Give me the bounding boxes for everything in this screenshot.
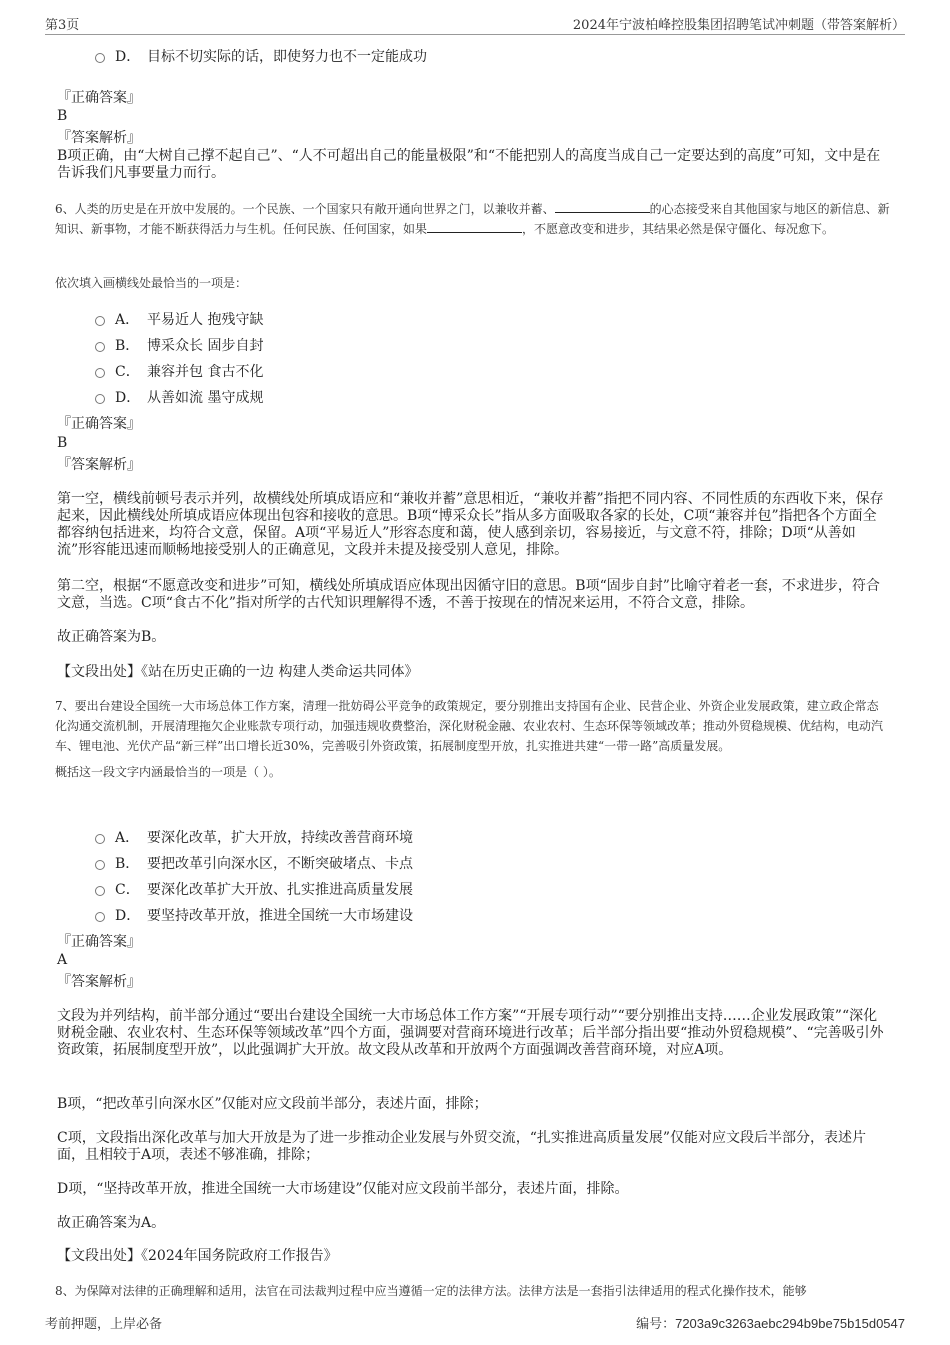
q7-analysis-2: B项，“把改革引向深水区”仅能对应文段前半部分，表述片面，排除； bbox=[57, 1096, 488, 1112]
q6-prompt: 依次填入画横线处最恰当的一项是： bbox=[55, 276, 248, 290]
radio-icon[interactable] bbox=[95, 860, 105, 870]
q6-option-b[interactable]: B． 博采众长 固步自封 bbox=[95, 335, 263, 355]
q7-stem: 7、要出台建设全国统一大市场总体工作方案，清理一批妨碍公平竞争的政策规定，要分别推出支持国有企业、民营企业、外资企业发展政策，建立政企常态化沟通交流机制，开展清理拖欠企业账款专项行动，加强违规收费整治，深化财税金融、农业农村、生态环保等领域改革；推动外贸稳规模、优结构，电动汽车、锂电池、光伏产品“新三样”出口增长近30%，完善吸引外资政策，拓展制度型开放，扎实推进共建“一带一路”高质量发展。 bbox=[55, 699, 884, 753]
q7-prompt: 概括这一段文字内涵最恰当的一项是（ ）。 bbox=[55, 765, 281, 779]
radio-icon[interactable] bbox=[95, 342, 105, 352]
q7-option-b[interactable]: B． 要把改革引向深水区，不断突破堵点、卡点 bbox=[95, 853, 413, 873]
radio-icon[interactable] bbox=[95, 394, 105, 404]
page-header bbox=[45, 14, 905, 35]
q5-option-d[interactable]: D． 目标不切实际的话，即使努力也不一定能成功 bbox=[95, 46, 427, 66]
q7-analysis-4: D项，“坚持改革开放，推进全国统一大市场建设”仅能对应文段前半部分，表述片面，排除。 bbox=[57, 1181, 629, 1197]
radio-icon[interactable] bbox=[95, 834, 105, 844]
footer-slogan: 考前押题，上岸必备 bbox=[45, 1317, 163, 1332]
radio-icon[interactable] bbox=[95, 912, 105, 922]
q7-conclusion: 故正确答案为A。 bbox=[57, 1215, 166, 1231]
q5-analysis-label: 『答案解析』 bbox=[57, 130, 141, 146]
q7-analysis-label: 『答案解析』 bbox=[57, 974, 141, 990]
footer-code: 编号：7203a9c3263aebc294b9be75b15d0547 bbox=[636, 1316, 905, 1332]
q6-option-a[interactable]: A． 平易近人 抱残守缺 bbox=[95, 309, 263, 329]
q7-analysis-3: C项，文段指出深化改革与加大开放是为了进一步推动企业发展与外贸交流，“扎实推进高质量发展”仅能对应文段后半部分，表述片面，且相较于A项，表述不够准确，排除； bbox=[57, 1130, 867, 1163]
q6-analysis-2: 第二空，根据“不愿意改变和进步”可知，横线处所填成语应体现出因循守旧的意思。B项“固步自封”比喻守着老一套，不求进步，符合文意，当选。C项“食古不化”指对所学的古代知识理解得不透，不善于按现在的情况来运用，不符合文意，排除。 bbox=[57, 578, 880, 611]
radio-icon[interactable] bbox=[95, 53, 105, 63]
q6-option-c[interactable]: C． 兼容并包 食古不化 bbox=[95, 361, 263, 381]
blank-line bbox=[427, 220, 522, 233]
q6-answer: B bbox=[57, 435, 68, 451]
radio-icon[interactable] bbox=[95, 316, 105, 326]
document-title: 2024年宁波柏峰控股集团招聘笔试冲刺题（带答案解析） bbox=[572, 18, 905, 33]
q7-source: 【文段出处】《2024年国务院政府工作报告》 bbox=[57, 1248, 338, 1264]
q6-source: 【文段出处】《站在历史正确的一边 构建人类命运共同体》 bbox=[57, 664, 419, 680]
q6-analysis-label: 『答案解析』 bbox=[57, 457, 141, 473]
q8-stem: 8、为保障对法律的正确理解和适用，法官在司法裁判过程中应当遵循一定的法律方法。法律方法是一套指引法律适用的程式化操作技术，能够 bbox=[55, 1284, 807, 1298]
q5-answer-label: 『正确答案』 bbox=[57, 90, 141, 106]
q7-answer-label: 『正确答案』 bbox=[57, 934, 141, 950]
q5-answer: B bbox=[57, 108, 68, 124]
radio-icon[interactable] bbox=[95, 886, 105, 896]
page-number: 第3页 bbox=[45, 18, 80, 33]
q7-answer: A bbox=[57, 952, 68, 968]
q7-option-c[interactable]: C． 要深化改革扩大开放、扎实推进高质量发展 bbox=[95, 879, 413, 899]
q6-option-d[interactable]: D． 从善如流 墨守成规 bbox=[95, 387, 263, 407]
blank-line bbox=[555, 200, 650, 213]
q7-analysis-1: 文段为并列结构，前半部分通过“要出台建设全国统一大市场总体工作方案”“开展专项行动”“要分别推出支持……企业发展政策”“深化财税金融、农业农村、生态环保等领域改革”四个方面，强调要对营商环境进行改革；后半部分指出要“推动外贸稳规模”、“完善吸引外资政策，拓展制度型开放”，以此强调扩大开放。故文段从改革和开放两个方面强调改善营商环境，对应A项。 bbox=[57, 1008, 884, 1058]
q5-analysis: B项正确，由“大树自己撑不起自己”、“人不可超出自己的能量极限”和“不能把别人的高度当成自己一定要达到的高度”可知，文中是在告诉我们凡事要量力而行。 bbox=[57, 148, 881, 181]
q6-stem: 6、人类的历史是在开放中发展的。一个民族、一个国家只有敞开通向世界之门，以兼收并蓄、 的心态接受来自其他国家与地区的新信息、新知识、新事物，才能不断获得活力与生机。任何民族、任何国家，如果 ，不愿意改变和进步，其结果必然是保守僵化、每况愈下。 bbox=[55, 202, 890, 236]
radio-icon[interactable] bbox=[95, 368, 105, 378]
q6-analysis-1: 第一空，横线前顿号表示并列，故横线处所填成语应和“兼收并蓄”意思相近，“兼收并蓄”指把不同内容、不同性质的东西收下来，保存起来，因此横线处所填成语应体现出包容和接收的意思。B项“博采众长”指从多方面吸取各家的长处，C项“兼容并包”指把各个方面全都容纳包括进来，均符合文意，保留。A项“平易近人”形容态度和蔼，使人感到亲切，容易接近，与文意不符，排除；D项“从善如流”形容能迅速而顺畅地接受别人的正确意见，文段并未提及接受别人意见，排除。 bbox=[57, 491, 884, 558]
q6-answer-label: 『正确答案』 bbox=[57, 416, 141, 432]
q7-option-a[interactable]: A． 要深化改革，扩大开放，持续改善营商环境 bbox=[95, 827, 413, 847]
q7-option-d[interactable]: D． 要坚持改革开放，推进全国统一大市场建设 bbox=[95, 905, 413, 925]
q6-conclusion: 故正确答案为B。 bbox=[57, 629, 166, 645]
